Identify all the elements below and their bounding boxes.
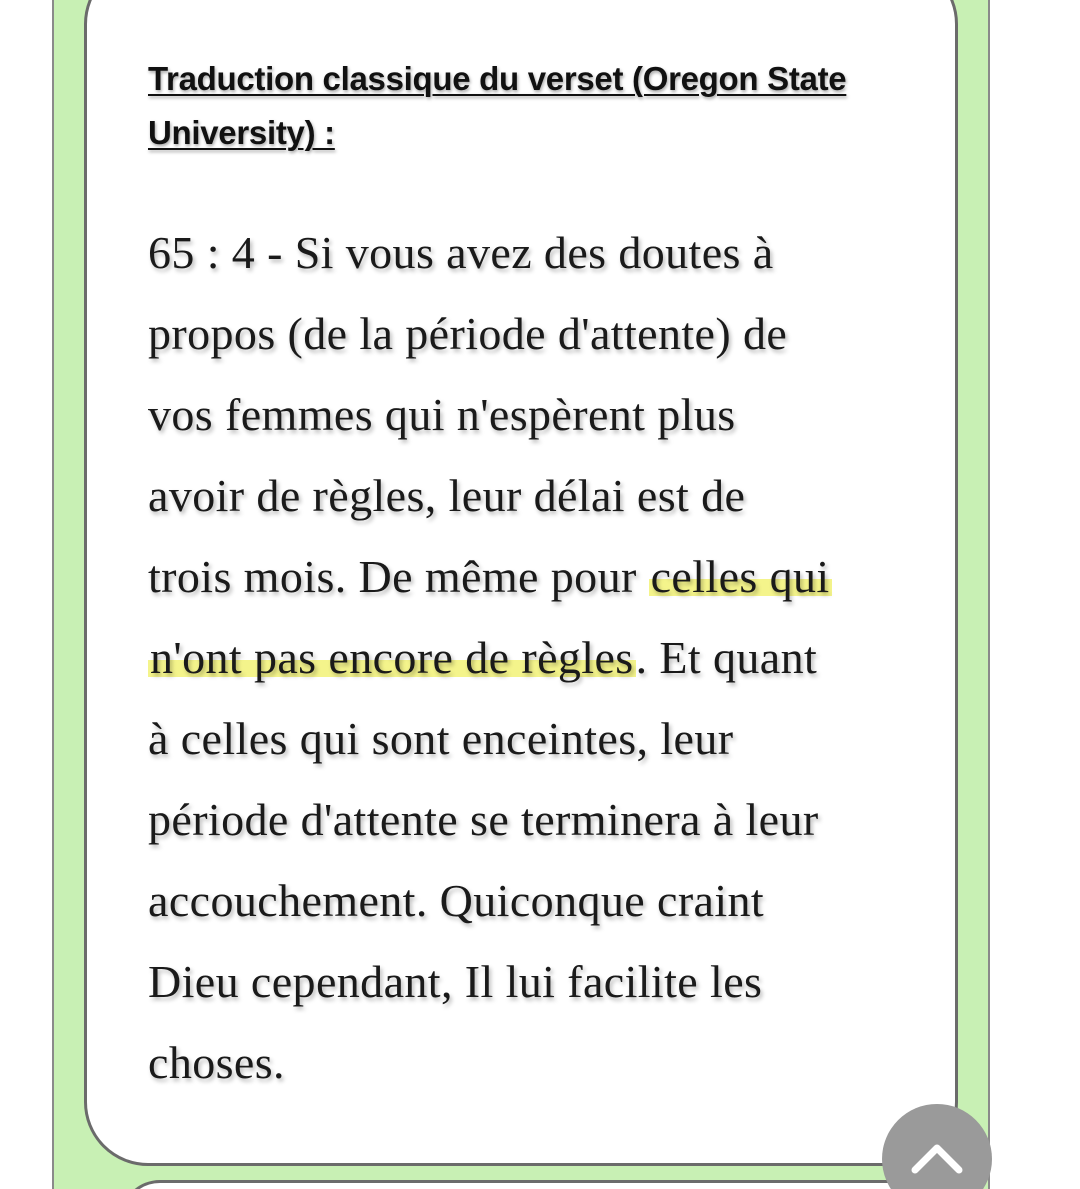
next-card <box>120 1180 960 1189</box>
verse-line: choses. <box>148 1037 285 1088</box>
highlighted-text: n'ont pas encore de règles <box>150 632 634 683</box>
verse-line <box>148 536 938 617</box>
translation-heading: Traduction classique du verset (Oregon State University) : <box>148 60 847 151</box>
verse-line: 65 : 4 - Si vous avez des doutes à <box>148 227 774 278</box>
verse-line: à celles qui sont enceintes, leur <box>148 713 734 764</box>
verse-text <box>148 212 938 1103</box>
verse-line: Dieu cependant, Il lui facilite les <box>148 956 763 1007</box>
verse-line: accouchement. Quiconque craint <box>148 875 765 926</box>
verse-line: vos femmes qui n'espèrent plus <box>148 389 736 440</box>
verse-text-segment: . Et quant <box>635 632 818 683</box>
highlighted-text: celles qui <box>650 551 830 602</box>
verse-line: avoir de règles, leur délai est de <box>148 470 746 521</box>
verse-line <box>148 617 938 698</box>
verse-line: propos (de la période d'attente) de <box>148 308 788 359</box>
verse-text-segment: trois mois. De même pour <box>148 551 649 602</box>
verse-line: période d'attente se terminera à leur <box>148 794 819 845</box>
chevron-up-icon <box>909 1142 965 1176</box>
